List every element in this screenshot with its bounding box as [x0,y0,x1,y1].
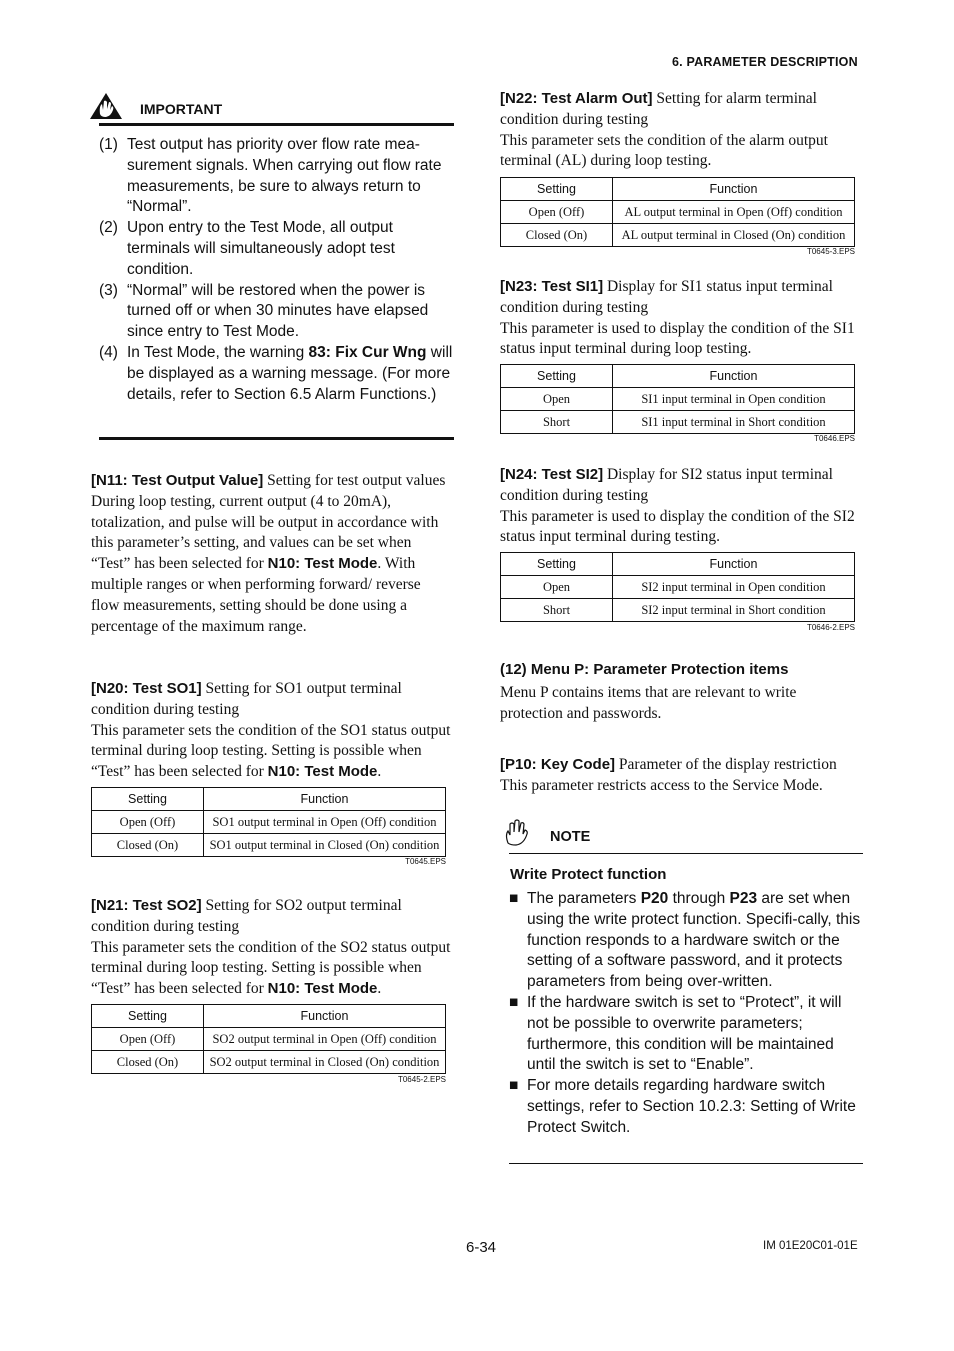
important-item-4 [99,343,457,405]
n22-table [500,177,855,247]
table-code: T0645-2.EPS [397,1075,446,1084]
note-list [509,889,863,1139]
table-header: Setting [92,788,204,811]
table-header: Function [613,178,855,201]
item-text: Upon entry to the Test Mode, all output terminals will simultaneously adopt test condition. [127,219,395,278]
table-code: T0645.EPS [405,857,446,866]
table-cell: SO2 output terminal in Open (Off) condition [204,1028,446,1051]
table-code: T0645-3.EPS [806,247,855,256]
param-body: This parameter sets the condition of the alarm output terminal (AL) during loop testing. [500,131,828,170]
item-text: will be displayed as a warning message. (For more details, refer to Section 6.5 Alarm Functions.) [127,343,453,403]
param-title: [N11: Test Output Value] [91,472,264,489]
divider [509,1163,863,1164]
param-body: . [377,763,382,781]
param-title: [N23: Test SI1] [500,278,604,295]
table-cell: AL output terminal in Open (Off) condition [613,201,855,224]
table-cell: Closed (On) [92,834,204,857]
important-item-2 [99,218,457,280]
table-header: Setting [501,553,613,576]
param-title: [N20: Test SO1] [91,680,202,697]
param-body: This parameter sets the condition of the SO1 status output terminal during loop testing. Setting is possible when “Test” has been selected for [91,721,451,781]
note-text: are set when using the write protect function. Specifi-cally, this function responds to a hardware switch or the setting of a software password, and it protects parameters from being over-written. [527,890,861,991]
param-keyword: N10: Test Mode [267,763,378,781]
bullet-square-icon: ■ [509,993,519,1011]
param-title: [P10: Key Code] [500,756,616,773]
menu-p-body: Menu P contains items that are relevant to write protection and passwords. [500,684,797,722]
table-header: Setting [92,1005,204,1028]
n23-section [500,277,862,360]
table-code: T0646-2.EPS [806,623,855,632]
table-cell: Closed (On) [92,1051,204,1074]
table-row [501,599,855,622]
table-cell: Short [501,599,613,622]
table-row [501,388,855,411]
divider [509,853,863,854]
item-number: (4) [99,343,118,361]
table-cell: AL output terminal in Closed (On) condition [613,224,855,247]
table-cell: Open (Off) [501,201,613,224]
table-header: Function [613,365,855,388]
document-id: IM 01E20C01-01E [763,1240,858,1252]
bullet-square-icon: ■ [509,890,519,907]
table-header: Function [204,788,446,811]
table-row [501,224,855,247]
table-row [501,411,855,434]
table-code: T0646.EPS [814,434,855,443]
note-text: If the hardware switch is set to “Protect”, it will not be possible to overwrite parameters; furthermore, this condition will be maintained until the switch is set to “Enable”. [527,993,842,1074]
table-cell: Open [501,576,613,599]
important-item-3 [99,281,457,343]
param-body: This parameter restricts access to the Service Mode. [500,776,823,794]
param-subtitle: Setting for SO2 output terminal condition during testing [91,897,402,935]
table-cell: SO1 output terminal in Closed (On) condition [204,834,446,857]
item-text: “Normal” will be restored when the power is turned off or when 30 minutes have elapsed since entry to Test Mode. [127,281,429,341]
table-cell: SI2 input terminal in Short condition [613,599,855,622]
table-header: Function [204,1005,446,1028]
n20-table [91,787,446,857]
param-subtitle: Display for SI1 status input terminal condition during testing [500,278,833,316]
table-cell: Open (Off) [92,1028,204,1051]
table-header: Setting [501,365,613,388]
note-item-3 [509,1076,863,1138]
item-text: Test output has priority over flow rate mea-surement signals. When carrying out flow rate measurements, be sure to always return to “Normal”. [127,136,442,216]
divider [99,437,454,440]
divider [99,123,454,126]
table-cell: Open [501,388,613,411]
n20-section [91,679,451,783]
note-item-2 [509,993,863,1076]
note-heading: Write Protect function [510,866,667,883]
note-item-1 [509,889,863,993]
param-title: [N22: Test Alarm Out] [500,90,653,107]
param-subtitle: Setting for alarm terminal condition during testing [500,90,817,128]
n24-table [500,552,855,622]
p10-section [500,755,862,797]
table-row [501,576,855,599]
item-text: In Test Mode, the warning [127,343,309,361]
param-keyword: N10: Test Mode [267,980,378,998]
table-header: Function [613,553,855,576]
table-cell: SI1 input terminal in Short condition [613,411,855,434]
item-number: (1) [99,136,118,153]
n11-section [91,471,451,637]
n22-section [500,89,862,172]
note-text: through [668,890,730,907]
page-number: 6-34 [466,1239,497,1256]
important-list [99,135,457,405]
warning-hand-icon [89,92,123,120]
note-title: NOTE [550,829,591,845]
note-text: For more details regarding hardware switch settings, refer to Section 10.2.3: Setting of Write Protect Switch. [527,1077,856,1136]
param-title: [N24: Test SI2] [500,466,604,483]
param-keyword: P23 [729,890,758,907]
table-row [92,834,446,857]
param-title: [N21: Test SO2] [91,897,202,914]
table-cell: Short [501,411,613,434]
important-item-1 [99,135,457,218]
n23-table [500,364,855,434]
table-row [92,1051,446,1074]
menu-p-heading: (12) Menu P: Parameter Protection items [500,661,789,678]
param-body: This parameter sets the condition of the SO2 status output terminal during loop testing. Setting is possible when “Test” has been selected for [91,938,451,998]
n21-table [91,1004,446,1074]
param-keyword: N10: Test Mode [267,555,378,573]
warning-code: 83: Fix Cur Wng [308,343,427,361]
table-cell: SO1 output terminal in Open (Off) condition [204,811,446,834]
param-subtitle: Setting for SO1 output terminal condition during testing [91,680,402,718]
item-number: (3) [99,281,118,299]
n21-section [91,896,451,1000]
table-cell: Open (Off) [92,811,204,834]
param-subtitle: Display for SI2 status input terminal condition during testing [500,466,833,504]
note-text: The parameters [527,890,641,907]
param-body: . [377,980,382,998]
param-subtitle: Setting for test output values [263,472,446,489]
table-row [92,1028,446,1051]
n24-section [500,465,862,548]
param-body: During loop testing, current output (4 to 20mA), totalization, and pulse will be output in accordance with this parameter’s setting, and values can be set when “Test” has been selected for [91,492,439,573]
bullet-square-icon: ■ [509,1077,519,1095]
note-hand-icon [502,817,530,847]
table-row [92,811,446,834]
param-body: This parameter is used to display the condition of the SI2 status input terminal during testing. [500,507,855,546]
table-header: Setting [501,178,613,201]
section-header: 6. PARAMETER DESCRIPTION [672,55,858,69]
param-body: This parameter is used to display the condition of the SI1 status input terminal during loop testing. [500,319,855,358]
important-title: IMPORTANT [140,101,223,117]
table-cell: Closed (On) [501,224,613,247]
table-cell: SO2 output terminal in Closed (On) condition [204,1051,446,1074]
param-subtitle: Parameter of the display restriction [615,756,837,773]
param-body: . With multiple ranges or when performing forward/ reverse flow measurements, setting should be done using a percentage of the maximum range. [91,555,421,635]
item-number: (2) [99,219,118,237]
param-keyword: P20 [640,890,669,907]
table-row [501,201,855,224]
table-cell: SI2 input terminal in Open condition [613,576,855,599]
table-cell: SI1 input terminal in Open condition [613,388,855,411]
